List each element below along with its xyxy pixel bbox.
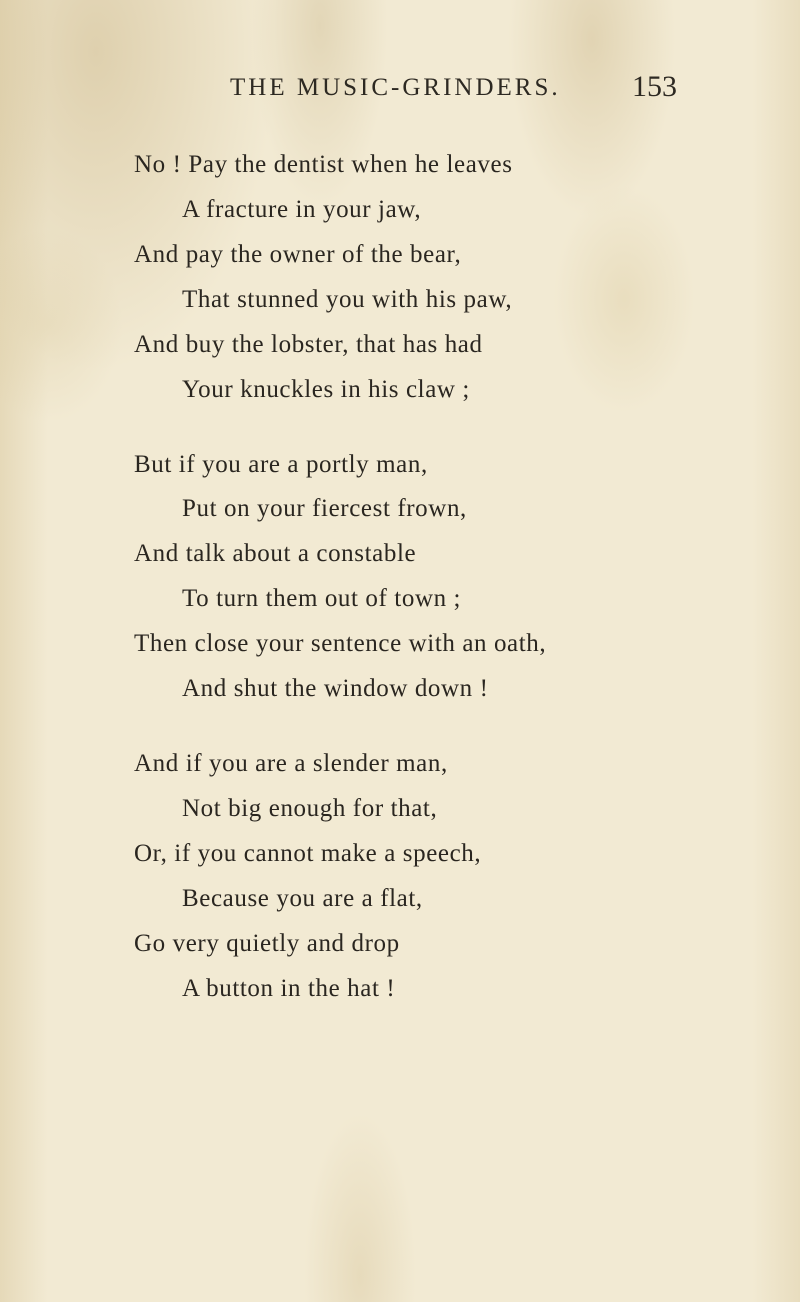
page-number: 153 [632,70,677,103]
poem-line: Not big enough for that, [182,795,438,822]
poem-line: Then close your sentence with an oath, [134,630,547,657]
page-header [0,70,800,110]
poem-line: And shut the window down ! [182,675,489,702]
poem-line: And talk about a constable [134,540,417,567]
poem-line: To turn them out of town ; [182,585,462,612]
poem-line: A fracture in your jaw, [182,196,422,223]
poem-line: But if you are a portly man, [134,451,428,478]
poem-line: A button in the hat ! [182,975,396,1002]
poem-line: Your knuckles in his claw ; [182,376,470,403]
poem-line: That stunned you with his paw, [182,286,513,313]
poem-line: And buy the lobster, that has had [134,331,483,358]
running-title: THE MUSIC-GRINDERS. [230,74,561,101]
poem-line: No ! Pay the dentist when he leaves [134,151,513,178]
poem-line: Because you are a flat, [182,885,423,912]
poem-line: Go very quietly and drop [134,930,400,957]
poem-line: Or, if you cannot make a speech, [134,840,482,867]
poem-line: And if you are a slender man, [134,750,448,777]
poem-line: And pay the owner of the bear, [134,241,462,268]
poem-line: Put on your fiercest frown, [182,495,467,522]
